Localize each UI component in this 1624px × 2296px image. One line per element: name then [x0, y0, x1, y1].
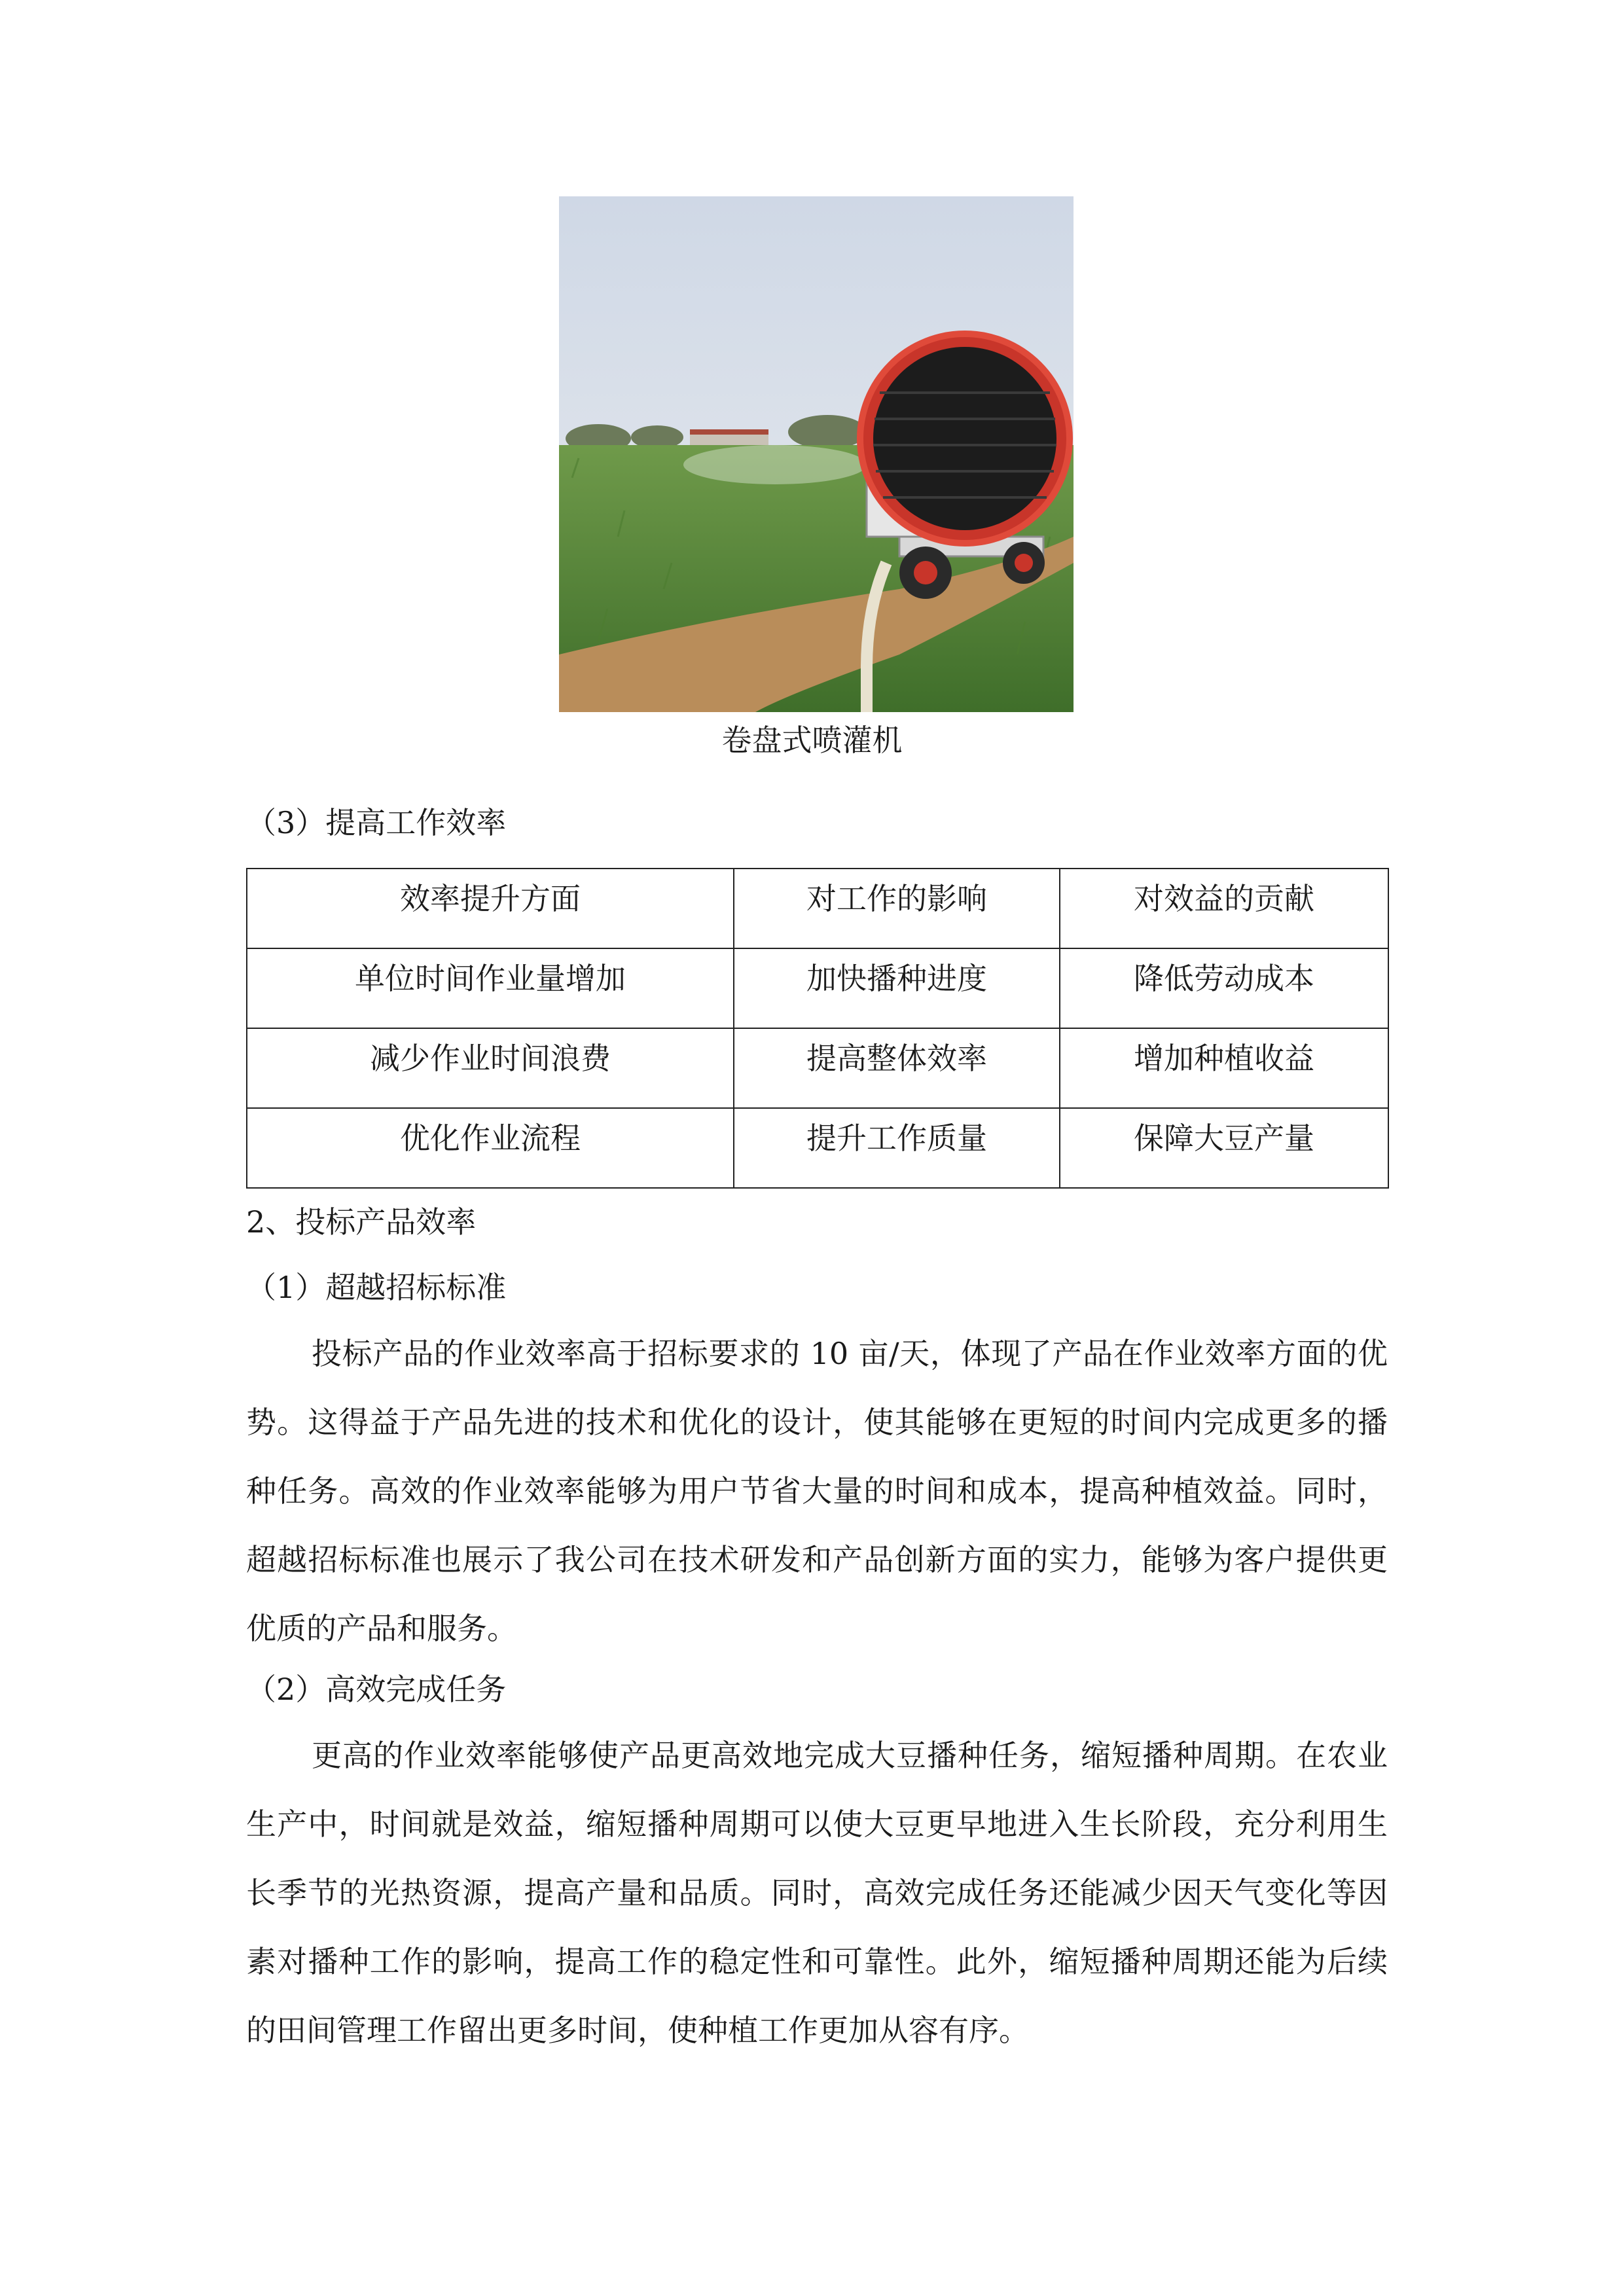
section-2-heading: 2、投标产品效率 [246, 1204, 477, 1240]
section-3-heading: （3）提高工作效率 [246, 805, 507, 840]
table-cell: 提升工作质量 [734, 1108, 1060, 1188]
efficiency-table [246, 868, 1389, 1189]
table-row [247, 1108, 1388, 1188]
table-cell: 增加种植收益 [1060, 1028, 1388, 1108]
table-row [247, 948, 1388, 1028]
subsection-2-paragraph: 更高的作业效率能够使产品更高效地完成大豆播种任务，缩短播种周期。在农业生产中，时间就是效益，缩短播种周期可以使大豆更早地进入生长阶段，充分利用生长季节的光热资源，提高产量和品质。同时，高效完成任务还能减少因天气变化等因素对播种工作的影响，提高工作的稳定性和可靠性。此外，缩短播种周期还能为后续的田间管理工作留出更多时间，使种植工作更加从容有序。 [246, 1738, 1388, 2048]
table-cell: 减少作业时间浪费 [247, 1028, 734, 1108]
figure-caption: 卷盘式喷灌机 [721, 723, 903, 758]
table-cell: 提高整体效率 [734, 1028, 1060, 1108]
table-cell: 单位时间作业量增加 [247, 948, 734, 1028]
subsection-1-heading: （1）超越招标标准 [246, 1270, 507, 1305]
subsection-1-paragraph: 投标产品的作业效率高于招标要求的 10 亩/天，体现了产品在作业效率方面的优势。这得益于产品先进的技术和优化的设计，使其能够在更短的时间内完成更多的播种任务。高效的作业效率能够为用户节省大量的时间和成本，提高种植效益。同时，超越招标标准也展示了我公司在技术研发和产品创新方面的实力，能够为客户提供更优质的产品和服务。 [246, 1336, 1388, 1646]
table-header-row [247, 869, 1388, 948]
spray-mist [683, 445, 867, 484]
sprinkler-photo [559, 196, 1074, 712]
subsection-2-heading: （2）高效完成任务 [246, 1672, 507, 1707]
table-header-cell: 效率提升方面 [247, 869, 734, 948]
table-cell: 优化作业流程 [247, 1108, 734, 1188]
table-row [247, 1028, 1388, 1108]
table-header-cell: 对效益的贡献 [1060, 869, 1388, 948]
table-cell: 加快播种进度 [734, 948, 1060, 1028]
table-cell: 保障大豆产量 [1060, 1108, 1388, 1188]
table-header-cell: 对工作的影响 [734, 869, 1060, 948]
table-cell: 降低劳动成本 [1060, 948, 1388, 1028]
sprinkler-illustration [559, 196, 1074, 712]
